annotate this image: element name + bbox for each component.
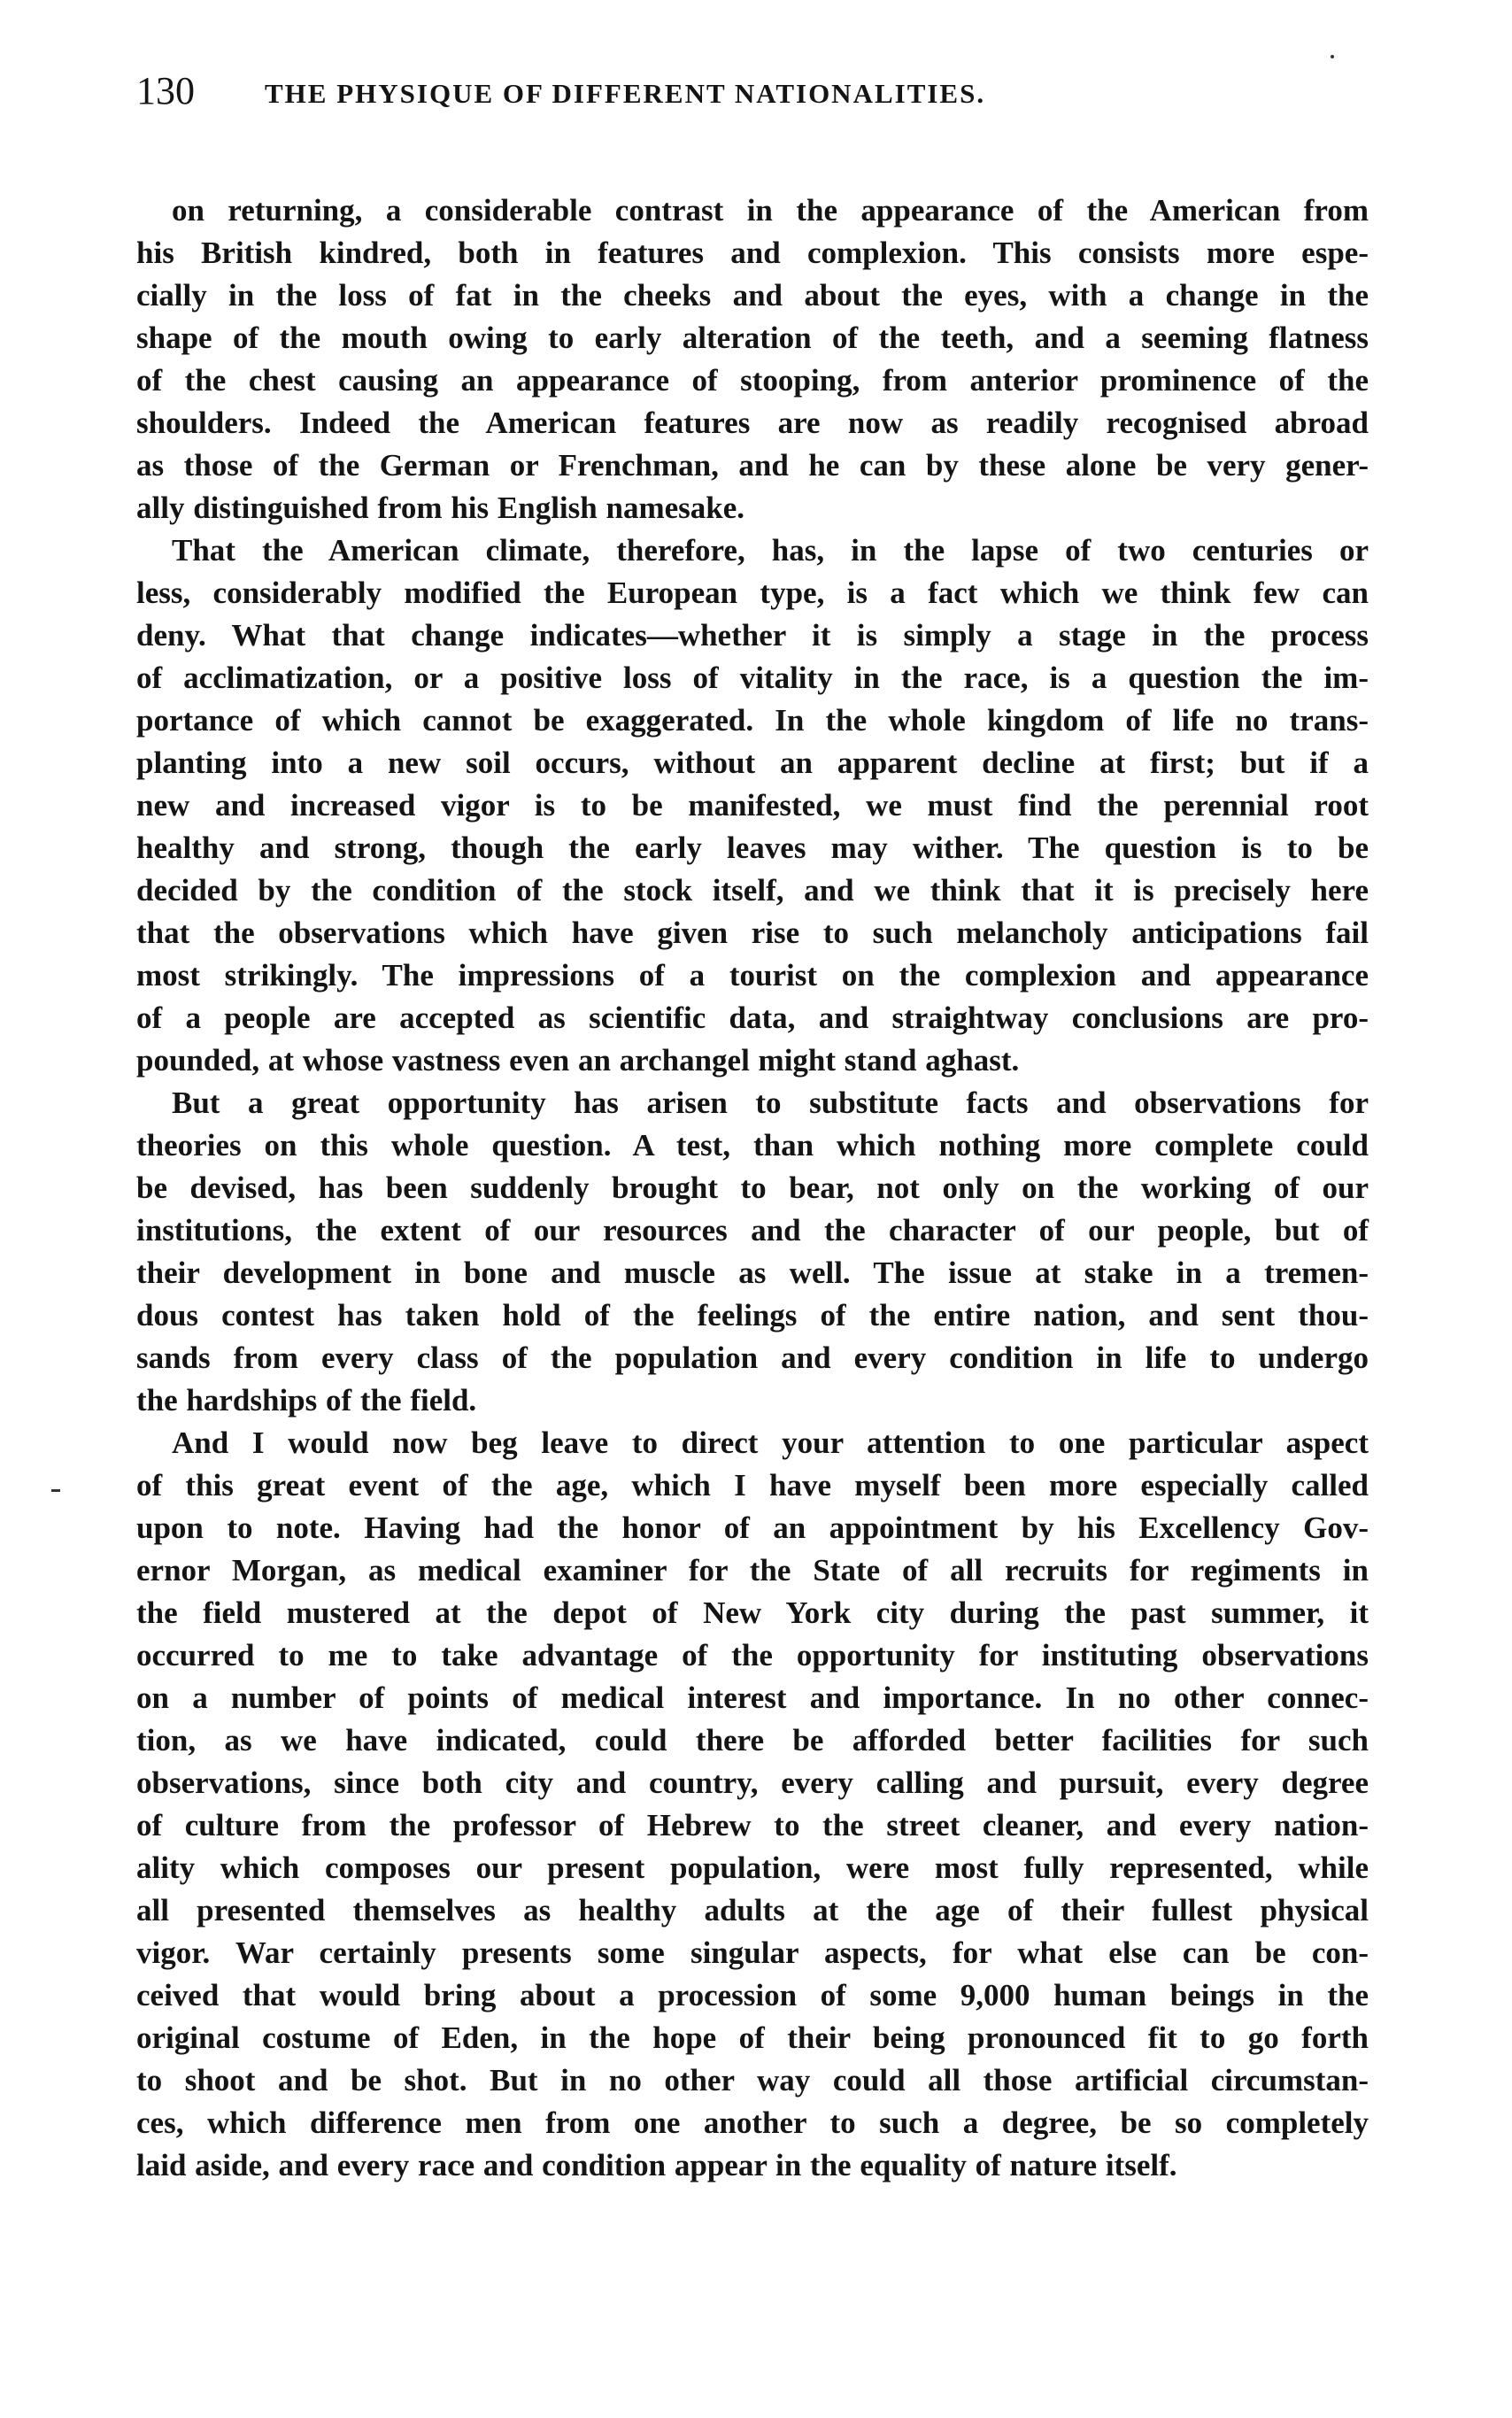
text-line: all presented themselves as healthy adults at the age of their fullest physical: [136, 1893, 1369, 1927]
running-title: THE PHYSIQUE OF DIFFERENT NATIONALITIES.: [265, 78, 986, 109]
text-line: ality which composes our present population, were most fully represented, while: [136, 1850, 1369, 1885]
text-line: that the observations which have given rise to such melancholy anticipations fail: [136, 915, 1369, 950]
text-line: cially in the loss of fat in the cheeks and about the eyes, with a change in the: [136, 278, 1369, 313]
text-line: sands from every class of the population and every condition in life to undergo: [136, 1340, 1369, 1375]
text-line: new and increased vigor is to be manifested, we must find the perennial root: [136, 788, 1369, 823]
text-line: healthy and strong, though the early leaves may wither. The question is to be: [136, 830, 1369, 865]
text-line: planting into a new soil occurs, without an apparent decline at first; but if a: [136, 745, 1369, 780]
text-line: ernor Morgan, as medical examiner for the State of all recruits for regiments in: [136, 1553, 1369, 1588]
text-line: decided by the condition of the stock itself, and we think that it is precisely here: [136, 873, 1369, 908]
text-line: But a great opportunity has arisen to substitute facts and observations for: [172, 1085, 1369, 1120]
text-line: shoulders. Indeed the American features are now as readily recognised abroad: [136, 406, 1369, 440]
text-line: original costume of Eden, in the hope of their being pronounced fit to go forth: [136, 2020, 1369, 2055]
text-line: be devised, has been suddenly brought to bear, not only on the working of our: [136, 1170, 1369, 1205]
paragraph: [136, 1422, 1369, 2187]
text-line: of acclimatization, or a positive loss of vitality in the race, is a question the im-: [136, 661, 1369, 695]
text-line: shape of the mouth owing to early alteration of the teeth, and a seeming flatness: [136, 321, 1369, 355]
text-line: portance of which cannot be exaggerated. In the whole kingdom of life no trans-: [136, 703, 1369, 738]
paragraph: [136, 529, 1369, 1082]
text-line: laid aside, and every race and condition appear in the equality of nature itself.: [136, 2148, 1177, 2182]
text-line: And I would now beg leave to direct your attention to one particular aspect: [172, 1425, 1369, 1460]
text-line: to shoot and be shot. But in no other way could all those artificial circumstan-: [136, 2063, 1369, 2097]
text-line: observations, since both city and country, every calling and pursuit, every degree: [136, 1765, 1369, 1800]
text-line: dous contest has taken hold of the feelings of the entire nation, and sent thou-: [136, 1298, 1369, 1333]
text-line: ces, which difference men from one another to such a degree, be so completely: [136, 2105, 1369, 2140]
paragraph: [136, 189, 1369, 529]
text-line: upon to note. Having had the honor of an appointment by his Excellency Gov-: [136, 1510, 1369, 1545]
text-line: as those of the German or Frenchman, and he can by these alone be very gener-: [136, 448, 1369, 483]
paragraph: [136, 1082, 1369, 1422]
scan-speck: [51, 1489, 60, 1492]
text-line: of culture from the professor of Hebrew to the street cleaner, and every nation-: [136, 1808, 1369, 1842]
text-line: his British kindred, both in features and complexion. This consists more espe-: [136, 236, 1369, 270]
text-line: less, considerably modified the European type, is a fact which we think few can: [136, 576, 1369, 610]
text-line: on a number of points of medical interest and importance. In no other connec-: [136, 1680, 1369, 1715]
page-body: [136, 189, 1369, 2187]
text-line: institutions, the extent of our resources and the character of our people, but of: [136, 1213, 1369, 1248]
text-line: ally distinguished from his English namesake.: [136, 491, 745, 525]
text-line: the field mustered at the depot of New York city during the past summer, it: [136, 1595, 1369, 1630]
page-number: 130: [136, 69, 195, 112]
text-line: of this great event of the age, which I have myself been more especially called: [136, 1468, 1369, 1503]
text-line: That the American climate, therefore, has, in the lapse of two centuries or: [172, 533, 1369, 568]
text-line: occurred to me to take advantage of the opportunity for instituting observations: [136, 1638, 1369, 1673]
page-header: [136, 69, 1369, 113]
text-line: of the chest causing an appearance of stooping, from anterior prominence of the: [136, 363, 1369, 398]
text-line: of a people are accepted as scientific data, and straightway conclusions are pro-: [136, 1000, 1369, 1035]
scan-speck: [1331, 55, 1334, 58]
text-line: vigor. War certainly presents some singular aspects, for what else can be con-: [136, 1935, 1369, 1970]
text-line: the hardships of the field.: [136, 1383, 477, 1418]
text-line: most strikingly. The impressions of a tourist on the complexion and appearance: [136, 958, 1369, 993]
text-line: their development in bone and muscle as well. The issue at stake in a tremen-: [136, 1255, 1369, 1290]
text-line: deny. What that change indicates—whether it is simply a stage in the process: [136, 618, 1369, 653]
text-line: tion, as we have indicated, could there be afforded better facilities for such: [136, 1723, 1369, 1757]
text-line: ceived that would bring about a procession of some 9,000 human beings in the: [136, 1978, 1369, 2012]
text-line: theories on this whole question. A test, than which nothing more complete could: [136, 1128, 1369, 1163]
text-line: pounded, at whose vastness even an archangel might stand aghast.: [136, 1043, 1020, 1078]
text-line: on returning, a considerable contrast in the appearance of the American from: [172, 193, 1369, 228]
